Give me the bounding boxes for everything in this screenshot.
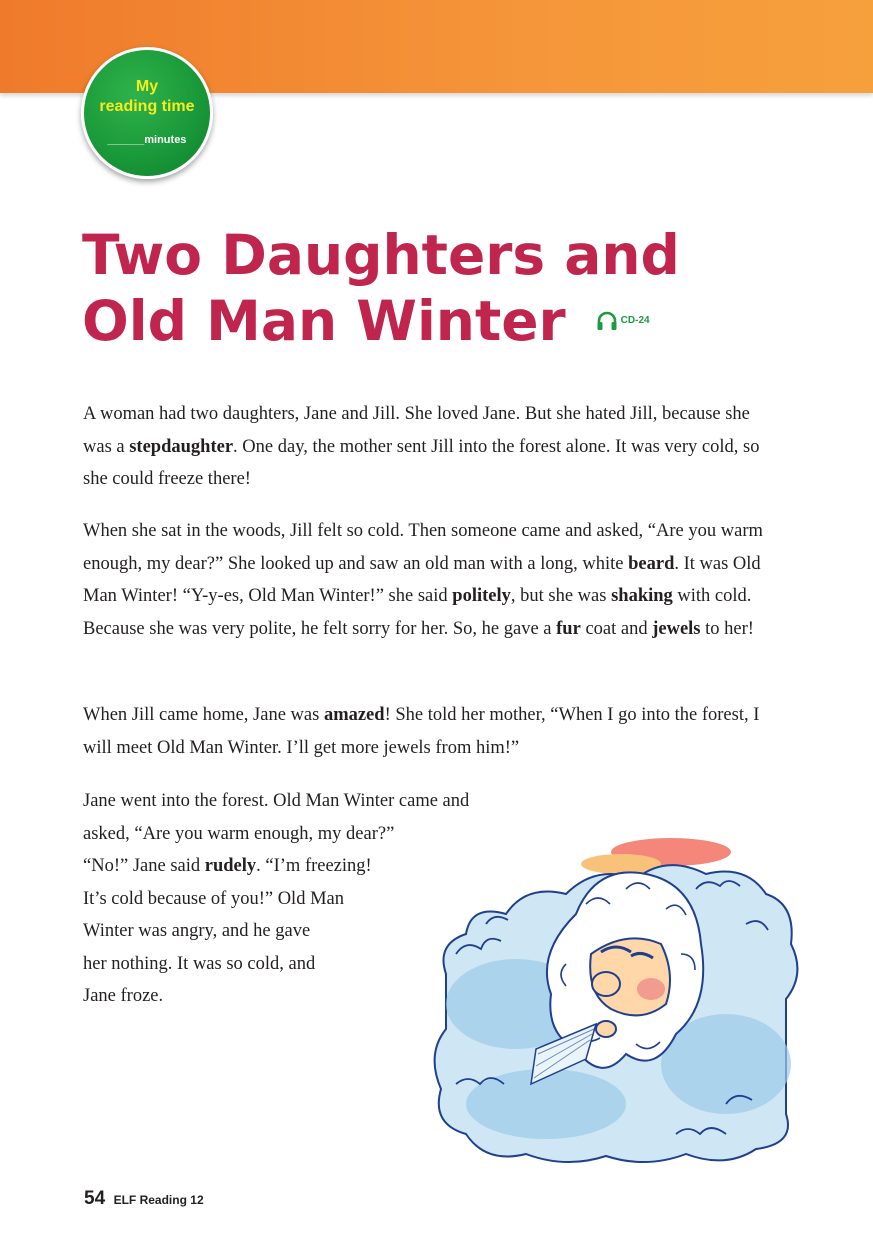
book-title: ELF Reading 12 [113, 1193, 204, 1207]
badge-label-my: My [135, 78, 159, 95]
old-man-winter-illustration [426, 834, 806, 1169]
headphones-icon [596, 311, 618, 331]
page-number: 54 [84, 1188, 106, 1209]
story-paragraph-1: A woman had two daughters, Jane and Jill. She loved Jane. But she hated Jill, because she was a stepdaughter. One day, the mother sent Jill into the forest alone. It was very cold, so she could freeze there! [83, 404, 760, 489]
story-paragraph-3: When Jill came home, Jane was amazed! She told her mother, “When I go into the forest, I will meet Old Man Winter. I’ll get more jewels from him!” [83, 705, 760, 758]
story-line: Jane went into the forest. Old Man Winter came and [83, 791, 470, 811]
vocab-word: amazed [323, 705, 385, 725]
story-line: asked, “Are you warm enough, my dear?” [83, 823, 395, 844]
story-line: Jane froze. [83, 986, 164, 1006]
vocab-word: rudely [204, 856, 257, 876]
vocab-word: fur [556, 618, 581, 639]
page-footer [84, 1188, 204, 1210]
vocab-word: stepdaughter [129, 436, 234, 457]
story-line: her nothing. It was so cold, and [83, 953, 316, 974]
reading-time-badge [81, 47, 213, 179]
badge-label-reading-time: reading time [99, 98, 195, 115]
vocab-word: politely [452, 586, 511, 606]
vocab-word: jewels [652, 618, 701, 639]
badge-minutes-field: ______minutes [107, 134, 187, 146]
vocab-word: shaking [611, 586, 673, 606]
story-line: It’s cold because of you!” Old Man [83, 888, 344, 909]
audio-track[interactable] [596, 284, 650, 354]
audio-track-code: CD-24 [620, 314, 650, 326]
title-line-2: Old Man Winter [82, 289, 566, 353]
story-line: Winter was angry, and he gave [83, 921, 311, 941]
story-line: “No!” Jane said rudely. “I’m freezing! [83, 856, 372, 876]
title-line-1: Two Daughters and [82, 223, 680, 287]
story-paragraph-2: When she sat in the woods, Jill felt so cold. Then someone came and asked, “Are you warm enough, my dear?” She looked up and saw an old man with a long, white beard. It was Old Man Winter! “Y-y-es, Old Man Winter!” she said politely, but she was shaking with cold. Because she was very polite, he felt sorry for her. So, he gave a fur coat and jewels to her! [83, 521, 763, 639]
story-title [82, 222, 722, 360]
vocab-word: beard [628, 553, 675, 574]
